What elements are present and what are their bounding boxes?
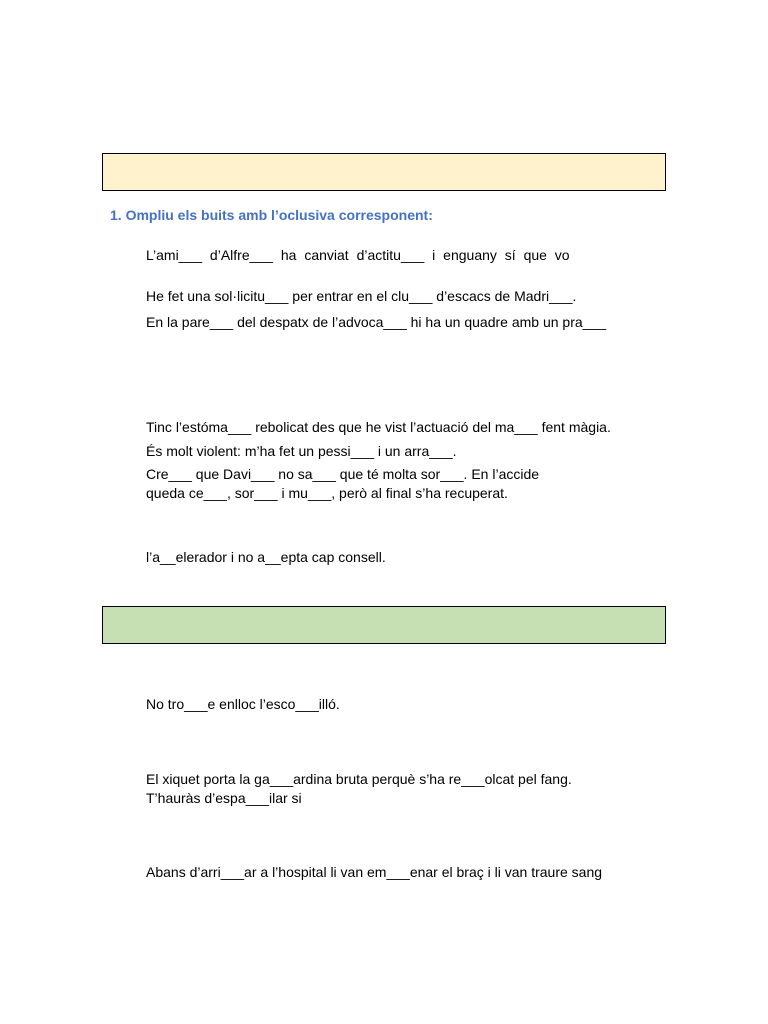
- exercise-header-box-yellow: [102, 153, 666, 191]
- sentence-line: Tinc l’estóma___ rebolicat des que he vist l’actuació del ma___ fent màgia.: [146, 419, 611, 435]
- sentence-line: El xiquet porta la ga___ardina bruta perquè s’ha re___olcat pel fang.: [146, 771, 572, 787]
- exercise-heading: 1. Ompliu els buits amb l’oclusiva corresponent:: [110, 207, 433, 223]
- sentence-line: És molt violent: m’ha fet un pessi___ i un arra___.: [146, 443, 457, 459]
- sentence-line: l’a__elerador i no a__epta cap consell.: [146, 549, 386, 565]
- sentence-line: He fet una sol·licitu___ per entrar en el clu___ d’escacs de Madri___.: [146, 288, 577, 304]
- sentence-line: L’ami___ d’Alfre___ ha canviat d’actitu___ i enguany sí que vo: [146, 247, 570, 263]
- sentence-line: queda ce___, sor___ i mu___, però al final s’ha recuperat.: [146, 485, 508, 501]
- sentence-line: En la pare___ del despatx de l’advoca___ hi ha un quadre amb un pra___: [146, 314, 607, 330]
- sentence-line: Abans d’arri___ar a l’hospital li van em___enar el braç i li van traure sang: [146, 864, 603, 880]
- sentence-line: Cre___ que Davi___ no sa___ que té molta sor___. En l’accide: [146, 466, 540, 482]
- sentence-line: T’hauràs d’espa___ilar si: [146, 790, 302, 806]
- sentence-line: No tro___e enlloc l’esco___illó.: [146, 696, 340, 712]
- exercise-header-box-green: [102, 606, 666, 644]
